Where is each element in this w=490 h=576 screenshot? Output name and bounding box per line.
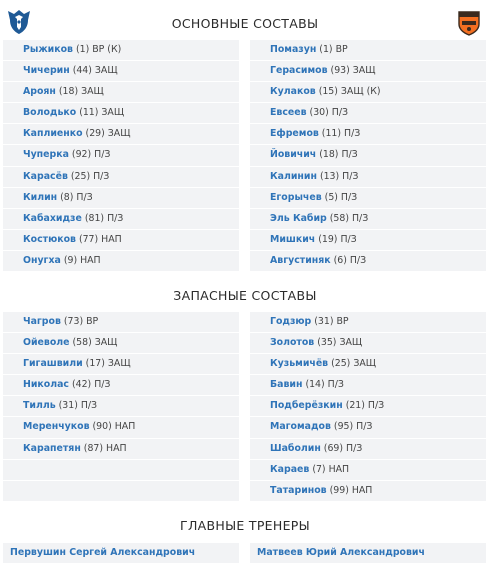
player-number: (1) — [319, 44, 333, 55]
player-position: П/З — [107, 212, 124, 224]
player-name-link[interactable]: Кузьмичёв — [270, 358, 329, 370]
player-name-link[interactable]: Онугха — [23, 254, 61, 266]
player-row — [3, 312, 239, 333]
player-number: (35) — [317, 337, 337, 349]
player-position: П/З — [80, 400, 98, 412]
player-name-link[interactable]: Кабахидзе — [23, 212, 82, 224]
player-row — [250, 396, 486, 417]
player-position: П/З — [327, 379, 344, 391]
player-position: П/З — [340, 191, 358, 203]
player-row — [250, 354, 486, 375]
player-number: (29) — [85, 128, 105, 140]
player-name-link[interactable]: Рыжиков — [23, 44, 73, 55]
player-name-link[interactable]: Годзюр — [270, 316, 312, 327]
player-position: П/З — [351, 212, 369, 224]
player-row — [3, 82, 239, 103]
player-name-link[interactable]: Магомадов — [270, 421, 331, 433]
coaches-heading: ГЛАВНЫЕ ТРЕНЕРЫ — [180, 518, 310, 533]
player-name-link[interactable]: Татаринов — [270, 484, 327, 496]
player-number: (18) — [58, 86, 79, 98]
player-position: ВР — [86, 316, 99, 327]
player-number: (14) — [305, 379, 325, 391]
player-position: ВР — [335, 44, 348, 55]
player-number: (11) — [321, 128, 342, 140]
player-row — [250, 230, 486, 251]
player-name-link[interactable]: Калинин — [270, 170, 317, 182]
player-number: (8) — [60, 191, 74, 203]
player-row — [3, 124, 239, 145]
substitutes-heading: ЗАПАСНЫЕ СОСТАВЫ — [173, 288, 317, 303]
player-row — [250, 145, 486, 166]
player-row — [3, 103, 239, 124]
player-position: П/З — [94, 379, 111, 391]
player-position: П/З — [340, 233, 357, 245]
player-row — [250, 167, 486, 188]
player-number: (69) — [323, 442, 344, 454]
player-position: П/З — [94, 149, 111, 161]
player-position: ЗАЩ (К) — [340, 86, 381, 98]
player-position: П/З — [341, 149, 358, 161]
player-number: (95) — [333, 421, 354, 433]
player-name-link[interactable]: Шаболин — [270, 442, 321, 454]
player-row — [3, 251, 239, 272]
player-number: (44) — [72, 65, 92, 77]
player-row — [250, 417, 486, 438]
player-row — [250, 209, 486, 230]
player-number: (90) — [92, 421, 112, 433]
player-name-link[interactable]: Эль Кабир — [270, 212, 327, 224]
player-name-link[interactable]: Гигашвили — [23, 358, 83, 370]
player-row — [3, 396, 239, 417]
player-row — [250, 124, 486, 145]
home-starters-list — [3, 40, 239, 272]
player-row — [250, 103, 486, 124]
player-name-link[interactable]: Костюков — [23, 233, 76, 245]
player-name-link[interactable]: Тилль — [23, 400, 56, 412]
player-position: НАП — [351, 484, 373, 496]
starters-heading: ОСНОВНЫЕ СОСТАВЫ — [171, 16, 319, 31]
home-substitutes-list — [3, 312, 239, 502]
player-number: (73) — [63, 316, 84, 327]
player-number: (11) — [79, 107, 99, 119]
player-name-link[interactable]: Ароян — [23, 86, 56, 98]
player-name-link[interactable]: Егорычев — [270, 191, 322, 203]
player-position: НАП — [114, 421, 136, 433]
player-number: (19) — [318, 233, 338, 245]
player-position: ЗАЩ — [81, 86, 104, 98]
player-name-link[interactable]: Караев — [270, 463, 310, 475]
player-name-link[interactable]: Помазун — [270, 44, 317, 55]
player-number: (18) — [319, 149, 339, 161]
player-number: (81) — [84, 212, 105, 224]
player-row — [250, 251, 486, 272]
player-row — [3, 417, 239, 438]
player-number: (9) — [63, 254, 78, 266]
player-name-link[interactable]: Йовичич — [270, 149, 317, 161]
player-position: НАП — [80, 254, 101, 266]
empty-row — [3, 460, 239, 481]
player-position: ЗАЩ — [352, 65, 376, 77]
player-row — [3, 333, 239, 354]
player-row — [250, 460, 486, 481]
player-position: П/З — [76, 191, 93, 203]
player-name-link[interactable]: Ефремов — [270, 128, 319, 140]
player-name-link[interactable]: Мишкич — [270, 233, 316, 245]
player-name-link[interactable]: Августиняк — [270, 254, 331, 266]
player-number: (5) — [324, 191, 338, 203]
player-row — [250, 40, 486, 61]
player-row — [250, 481, 486, 502]
player-number: (77) — [78, 233, 99, 245]
empty-row — [3, 481, 239, 502]
player-row — [3, 145, 239, 166]
player-number: (58) — [329, 212, 349, 224]
player-number: (42) — [71, 379, 92, 391]
player-number: (93) — [330, 65, 350, 77]
player-row — [250, 82, 486, 103]
player-row — [3, 230, 239, 251]
player-row — [250, 188, 486, 209]
player-number: (13) — [319, 170, 340, 182]
player-position: ЗАЩ — [107, 358, 131, 370]
player-position: НАП — [106, 442, 127, 454]
player-position: П/З — [349, 254, 367, 266]
player-name-link[interactable]: Николас — [23, 379, 69, 391]
player-number: (1) — [75, 44, 90, 55]
player-number: (31) — [314, 316, 334, 327]
player-name-link[interactable]: Килин — [23, 191, 58, 203]
player-number: (17) — [85, 358, 105, 370]
player-position: ЗАЩ — [107, 128, 131, 140]
player-number: (7) — [312, 463, 326, 475]
player-number: (30) — [309, 107, 329, 119]
player-position: П/З — [367, 400, 385, 412]
player-name-link[interactable]: Каплиенко — [23, 128, 83, 140]
player-position: ЗАЩ — [101, 107, 125, 119]
home-head-coach[interactable]: Первушин Сергей Александрович — [3, 543, 239, 563]
player-number: (58) — [72, 337, 92, 349]
player-position: ВР (К) — [92, 44, 122, 55]
player-name-link[interactable]: Меренчуков — [23, 421, 90, 433]
player-name-link[interactable]: Кулаков — [270, 86, 316, 98]
player-row — [250, 312, 486, 333]
player-name-link[interactable]: Бавин — [270, 379, 303, 391]
player-position: П/З — [346, 442, 363, 454]
player-position: ВР — [336, 316, 349, 327]
player-position: НАП — [101, 233, 122, 245]
player-position: П/З — [344, 128, 361, 140]
player-position: НАП — [328, 463, 350, 475]
player-row — [3, 61, 239, 82]
player-name-link[interactable]: Чичерин — [23, 65, 70, 77]
player-row — [3, 439, 239, 460]
away-starters-list — [250, 40, 486, 272]
player-name-link[interactable]: Карасёв — [23, 170, 68, 182]
player-name-link[interactable]: Чуперка — [23, 149, 69, 161]
player-number: (87) — [83, 442, 104, 454]
player-position: П/З — [356, 421, 373, 433]
player-position: ЗАЩ — [94, 65, 118, 77]
player-number: (25) — [70, 170, 91, 182]
player-name-link[interactable]: Золотов — [270, 337, 315, 349]
player-row — [3, 188, 239, 209]
player-name-link[interactable]: Володько — [23, 107, 77, 119]
player-number: (21) — [345, 400, 365, 412]
player-number: (31) — [58, 400, 78, 412]
away-head-coach[interactable]: Матвеев Юрий Александрович — [250, 543, 486, 563]
player-name-link[interactable]: Подберёзкин — [270, 400, 343, 412]
player-number: (92) — [71, 149, 92, 161]
player-name-link[interactable]: Герасимов — [270, 65, 328, 77]
player-name-link[interactable]: Чагров — [23, 316, 61, 327]
player-position: П/З — [342, 170, 359, 182]
player-row — [250, 61, 486, 82]
player-row — [250, 439, 486, 460]
player-name-link[interactable]: Ойеволе — [23, 337, 70, 349]
player-number: (99) — [329, 484, 349, 496]
player-row — [250, 375, 486, 396]
player-row — [3, 209, 239, 230]
player-name-link[interactable]: Евсеев — [270, 107, 307, 119]
away-substitutes-list — [250, 312, 486, 502]
player-row — [3, 375, 239, 396]
player-number: (15) — [318, 86, 338, 98]
player-position: П/З — [331, 107, 348, 119]
player-position: ЗАЩ — [339, 337, 363, 349]
player-position: ЗАЩ — [94, 337, 118, 349]
player-number: (25) — [331, 358, 351, 370]
player-position: ЗАЩ — [353, 358, 377, 370]
player-row — [250, 333, 486, 354]
player-number: (6) — [333, 254, 347, 266]
player-row — [3, 40, 239, 61]
player-row — [3, 354, 239, 375]
player-row — [3, 167, 239, 188]
player-position: П/З — [93, 170, 110, 182]
player-name-link[interactable]: Карапетян — [23, 442, 81, 454]
